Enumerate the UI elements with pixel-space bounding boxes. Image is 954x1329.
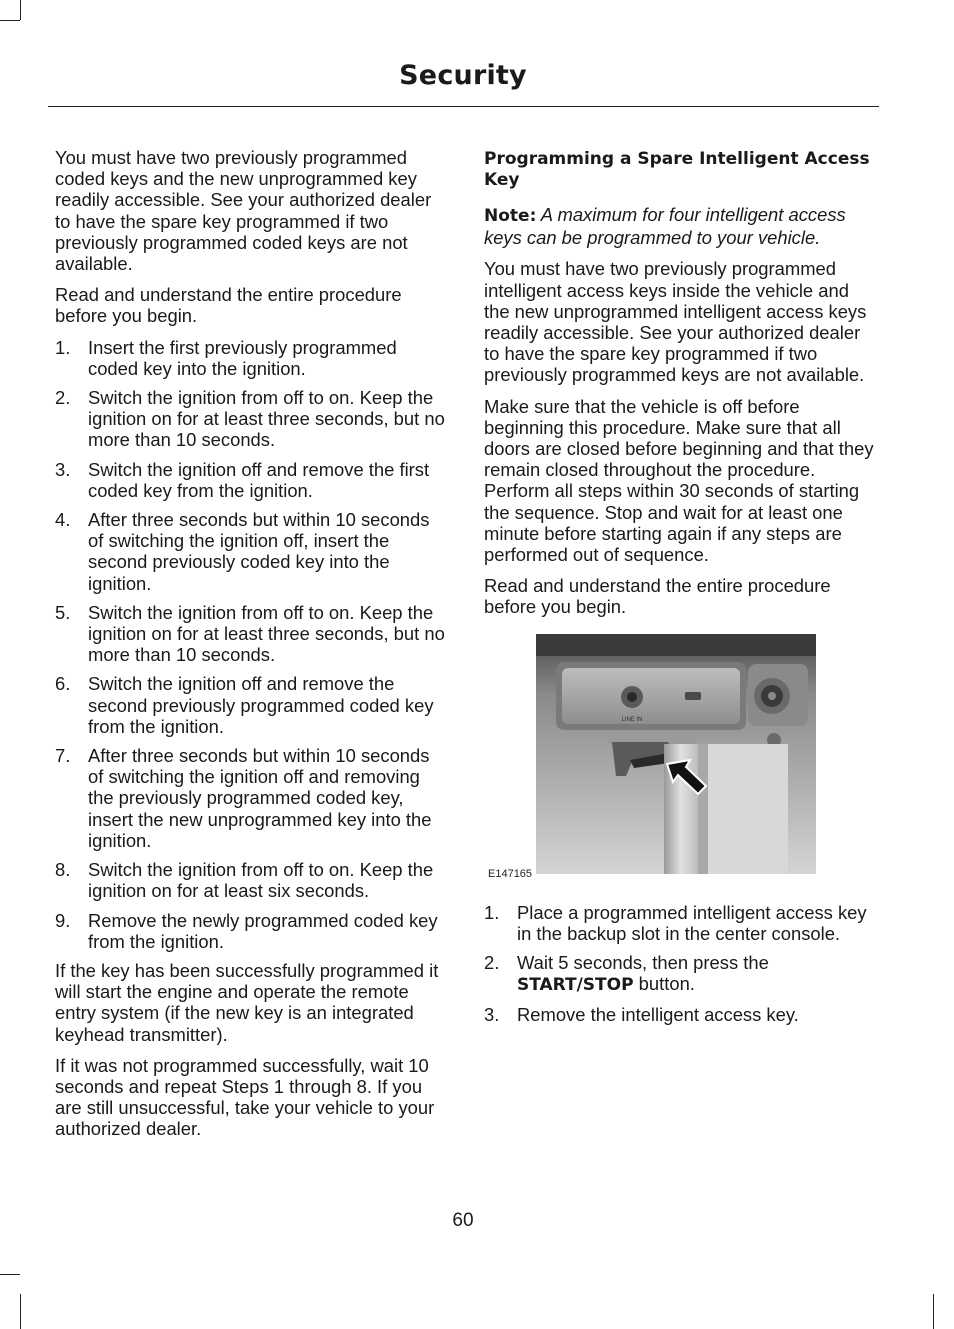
usb-port-icon	[685, 692, 701, 700]
step-number: 2.	[484, 952, 500, 974]
section-heading: Programming a Spare Intelligent Access Key	[484, 149, 870, 190]
list-item	[484, 902, 876, 944]
list-item	[55, 602, 445, 666]
list-item	[55, 745, 445, 851]
line-in-label: LINE IN	[621, 716, 643, 723]
step-text: Remove the intelligent access key.	[517, 1004, 799, 1026]
crop-mark-top-left	[0, 20, 20, 21]
success-paragraph: If the key has been successfully programmed it will start the engine and operate the remote entry system (if the new key is an integrated keyhead transmitter).	[55, 959, 439, 1045]
crop-mark-top-left-vertical	[20, 0, 21, 20]
step-number: 5.	[55, 601, 71, 623]
step-number: 3.	[484, 1004, 500, 1026]
left-column	[55, 147, 445, 1150]
list-item	[55, 509, 445, 594]
note-text: A maximum for four intelligent access keys can be programmed to your vehicle.	[484, 204, 846, 249]
step-number: 2.	[55, 387, 71, 409]
step-text: Switch the ignition off and remove the second previously programmed coded key from the ignition.	[88, 673, 434, 737]
note-paragraph	[484, 204, 876, 248]
media-panel	[562, 668, 740, 724]
list-item	[55, 910, 445, 952]
list-item	[55, 859, 445, 901]
list-item	[55, 673, 445, 737]
list-item	[55, 337, 445, 379]
list-item	[484, 1004, 876, 1025]
figure-id: E147165	[488, 867, 533, 880]
step-text: Remove the newly programmed coded key from the ignition.	[88, 909, 438, 952]
read-first-paragraph: Read and understand the entire procedure before you begin.	[55, 284, 402, 327]
console-backup-slot-figure	[484, 634, 876, 890]
note-label: Note:	[484, 206, 537, 226]
step-text: Insert the first previously programmed coded key into the ignition.	[88, 336, 397, 379]
step-text: After three seconds but within 10 seconds of switching the ignition off, insert the second previously coded key into the ignition.	[88, 509, 430, 594]
crop-mark-bottom-left	[0, 1274, 20, 1275]
console-top-edge	[536, 634, 816, 656]
list-item	[484, 952, 876, 996]
right-column	[484, 147, 876, 1034]
coded-key-steps	[55, 337, 445, 952]
step-number: 8.	[55, 859, 71, 881]
crop-mark-bottom-left-vertical	[20, 1294, 21, 1329]
intro-paragraph: You must have two previously programmed coded keys and the new unprogrammed key readily accessible. See your authorized dealer to have the spare key programmed if two previously programmed coded keys are not available.	[55, 147, 432, 275]
step-number: 9.	[55, 909, 71, 931]
console-illustration	[536, 634, 816, 874]
list-item	[55, 459, 445, 501]
step-text: After three seconds but within 10 seconds of switching the ignition off and removing the previously programmed coded key, insert the new unprogrammed key into the ignition.	[88, 745, 432, 851]
read-first-paragraph: Read and understand the entire procedure before you begin.	[484, 575, 831, 618]
start-stop-label: START/STOP	[517, 975, 634, 996]
step-text-before: Wait 5 seconds, then press the	[517, 952, 769, 974]
step-number: 7.	[55, 745, 71, 767]
step-number: 1.	[484, 901, 500, 923]
title-divider	[48, 106, 879, 107]
step-text: Switch the ignition from off to on. Keep the ignition on for at least three seconds, but no more than 10 seconds.	[88, 601, 445, 666]
page-title: Security	[399, 60, 527, 91]
step-number: 6.	[55, 673, 71, 695]
crop-mark-bottom-right-vertical	[933, 1294, 934, 1329]
step-text: Switch the ignition from off to on. Keep the ignition on for at least three seconds, but no more than 10 seconds.	[88, 387, 445, 451]
step-number: 1.	[55, 336, 71, 358]
step-text-after: button.	[633, 973, 695, 995]
conditions-paragraph: Make sure that the vehicle is off before beginning this procedure. Make sure that all doors are closed before beginning and that they remain closed throughout the procedure. Perform all steps within 30 seconds of starting the sequence. Stop and wait for at least one minute before starting again if any steps are performed out of sequence.	[484, 395, 874, 566]
intro-paragraph: You must have two previously programmed intelligent access keys inside the vehicle and the new unprogrammed intelligent access keys readily accessible. See your authorized dealer to have the spare key programmed if two previously programmed keys are not available.	[484, 258, 867, 386]
step-text: Place a programmed intelligent access key in the backup slot in the center console.	[517, 901, 867, 944]
list-item	[55, 387, 445, 451]
step-text: Switch the ignition from off to on. Keep the ignition on for at least six seconds.	[88, 859, 434, 902]
intelligent-key-steps	[484, 902, 876, 1026]
step-number: 4.	[55, 509, 71, 531]
step-text: Switch the ignition off and remove the first coded key from the ignition.	[88, 458, 430, 501]
page-number: 60	[452, 1210, 474, 1231]
failure-paragraph: If it was not programmed successfully, wait 10 seconds and repeat Steps 1 through 8. If you are still unsuccessful, take your vehicle to your authorized dealer.	[55, 1054, 435, 1140]
step-number: 3.	[55, 458, 71, 480]
